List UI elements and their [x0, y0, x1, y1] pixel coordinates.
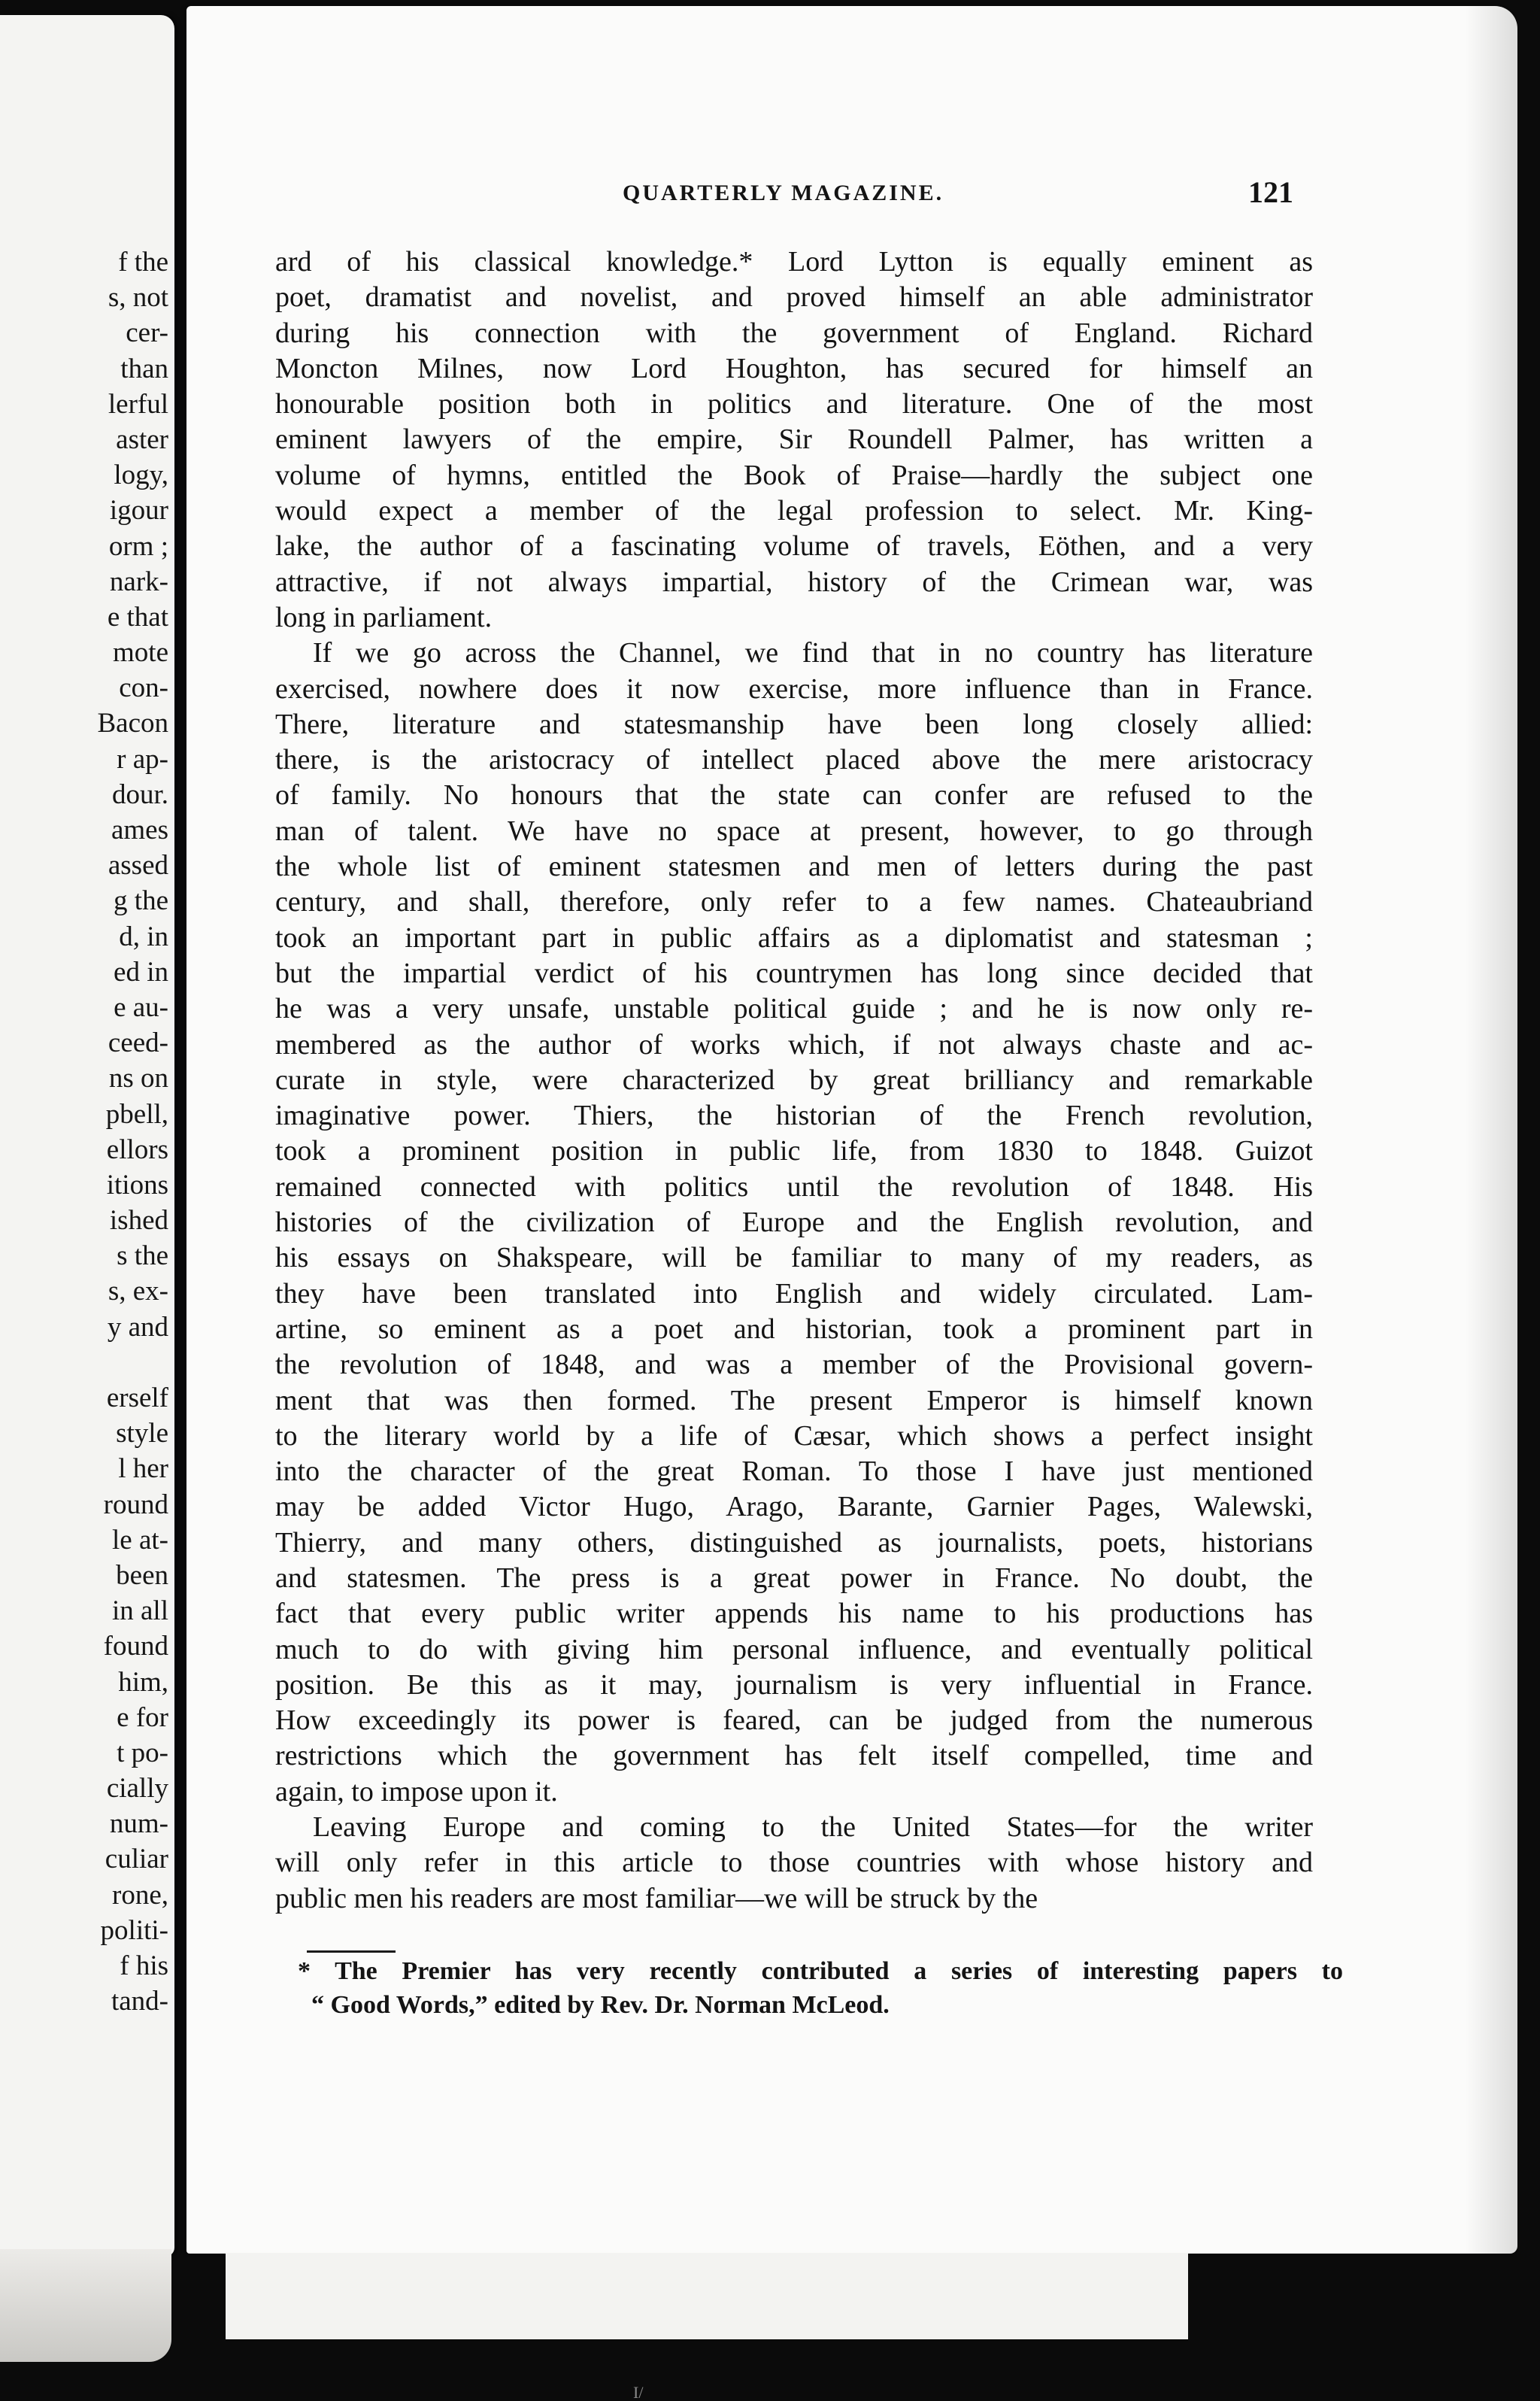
text-line: he was a very unsafe, unstable political guide ; and he is now only re- — [275, 993, 1313, 1025]
text-line: and statesmen. The press is a great power in France. No doubt, the — [275, 1562, 1313, 1594]
left-fragment-line: ames — [111, 815, 168, 845]
text-line: If we go across the Channel, we find that in no country has literature — [313, 637, 1313, 669]
page-number: 121 — [1248, 175, 1293, 209]
left-fragment-line: aster — [116, 423, 168, 455]
text-line: ment that was then formed. The present Emperor is himself known — [275, 1384, 1313, 1416]
left-fragment-line: dour. — [111, 779, 168, 810]
left-fragment-line: tand- — [111, 1986, 168, 2017]
left-fragment-line: culiar — [105, 1844, 168, 1875]
text-line: into the character of the great Roman. To those I have just mentioned — [275, 1455, 1313, 1488]
text-line: Moncton Milnes, now Lord Houghton, has secured for himself an — [275, 352, 1313, 384]
left-fragment-line: assed — [108, 850, 168, 882]
left-fragment-line: politi- — [100, 1914, 168, 1946]
left-fragment-line: rone, — [112, 1879, 168, 1911]
left-fragment-line: s the — [117, 1240, 168, 1272]
text-line: attractive, if not always impartial, history of the Crimean war, was — [275, 566, 1313, 598]
text-line: may be added Victor Hugo, Arago, Barante, Garnier Pages, Walewski, — [275, 1491, 1313, 1523]
text-line: ard of his classical knowledge.* Lord Lytton is equally eminent as — [275, 246, 1313, 278]
text-line: lake, the author of a fascinating volume of travels, Eöthen, and a very — [275, 530, 1313, 563]
left-fragment-line: ed in — [114, 956, 168, 988]
text-line: membered as the author of works which, if not always chaste and ac- — [275, 1028, 1313, 1061]
text-line: will only refer in this article to those countries with whose history and — [275, 1847, 1313, 1879]
text-line: century, and shall, therefore, only refer to a few names. Chateaubriand — [275, 886, 1313, 918]
text-line: curate in style, were characterized by great brilliancy and remarkable — [275, 1064, 1313, 1096]
left-fragment-line: y and — [107, 1311, 168, 1343]
left-fragment-line: con- — [119, 672, 168, 704]
text-line: took an important part in public affairs as a diplomatist and statesman ; — [275, 921, 1313, 954]
left-fragment-line: found — [103, 1631, 168, 1662]
text-line: public men his readers are most familiar—we will be struck by the — [275, 1882, 1038, 1914]
left-fragment-line: cer- — [126, 317, 168, 349]
left-fragment-line: pbell, — [105, 1098, 168, 1130]
left-fragment-line: le at- — [112, 1524, 168, 1556]
text-line: There, literature and statesmanship have been long closely allied: — [275, 708, 1313, 740]
left-fragment-line: style — [116, 1418, 168, 1449]
text-line: imaginative power. Thiers, the historian of the French revolution, — [275, 1100, 1313, 1132]
body-text — [275, 244, 1313, 1917]
text-line: honourable position both in politics and literature. One of the most — [275, 388, 1313, 420]
running-head: QUARTERLY MAGAZINE. — [623, 181, 944, 205]
left-fragment-line: f his — [120, 1950, 168, 1981]
bottom-mark: I/ — [633, 2383, 644, 2401]
text-line: but the impartial verdict of his countrymen has long since decided that — [275, 957, 1313, 989]
left-fragment-line: s, not — [108, 282, 168, 314]
text-line: volume of hymns, entitled the Book of Praise—hardly the subject one — [275, 459, 1313, 491]
text-line: during his connection with the government of England. Richard — [275, 317, 1313, 349]
text-line: How exceedingly its power is feared, can be judged from the numerous — [275, 1704, 1313, 1737]
left-fragment-line: num- — [109, 1808, 168, 1840]
left-fragment-line: igour — [109, 495, 168, 527]
footnote-line: * The Premier has very recently contributed a series of interesting papers to — [298, 1957, 1343, 1985]
text-line: again, to impose upon it. — [275, 1775, 558, 1808]
text-line: Leaving Europe and coming to the United States—for the writer — [313, 1811, 1313, 1844]
left-fragment-line: ellors — [106, 1134, 168, 1165]
left-fragment-line: Bacon — [97, 708, 168, 739]
footnote — [298, 1954, 1343, 2022]
underlying-page-strip — [226, 2253, 1188, 2339]
page-edge-shadow — [1465, 6, 1517, 2254]
left-fragment-line — [0, 1345, 168, 1380]
left-page-text-fragments — [0, 244, 168, 2019]
left-fragment-line: e that — [107, 601, 168, 633]
text-line: took a prominent position in public life, from 1830 to 1848. Guizot — [275, 1135, 1313, 1167]
left-fragment-line: itions — [106, 1169, 168, 1200]
left-fragment-line: been — [116, 1559, 168, 1591]
left-fragment-line: round — [103, 1489, 168, 1520]
text-line: long in parliament. — [275, 601, 493, 633]
text-line: remained connected with politics until the revolution of 1848. His — [275, 1170, 1313, 1203]
text-line: there, is the aristocracy of intellect placed above the mere aristocracy — [275, 744, 1313, 776]
left-fragment-line: f the — [118, 247, 168, 278]
text-line: would expect a member of the legal profession to select. Mr. King- — [275, 495, 1313, 527]
text-line: the whole list of eminent statesmen and men of letters during the past — [275, 851, 1313, 883]
footnote-line: “ Good Words,” edited by Rev. Dr. Norman McLeod. — [311, 1991, 890, 2019]
text-line: position. Be this as it may, journalism is very influential in France. — [275, 1668, 1313, 1701]
left-page-curl — [0, 2249, 171, 2362]
left-fragment-line: ceed- — [108, 1027, 168, 1059]
text-line: they have been translated into English and widely circulated. Lam- — [275, 1277, 1313, 1310]
left-fragment-line: e au- — [114, 991, 168, 1023]
text-line: fact that every public writer appends his name to his productions has — [275, 1598, 1313, 1630]
text-line: of family. No honours that the state can confer are refused to the — [275, 779, 1313, 812]
left-fragment-line: mote — [113, 637, 168, 669]
left-fragment-line: e for — [117, 1701, 168, 1733]
text-line: poet, dramatist and novelist, and proved himself an able administrator — [275, 281, 1313, 314]
left-fragment-line: logy, — [114, 460, 168, 491]
text-line: his essays on Shakspeare, will be familiar to many of my readers, as — [275, 1242, 1313, 1274]
left-fragment-line: cially — [106, 1773, 168, 1805]
left-fragment-line: nark- — [109, 566, 168, 597]
text-line: to the literary world by a life of Cæsar, which shows a perfect insight — [275, 1419, 1313, 1452]
text-line: man of talent. We have no space at present, however, to go through — [275, 815, 1313, 847]
text-line: exercised, nowhere does it now exercise, more influence than in France. — [275, 672, 1313, 705]
left-fragment-line: lerful — [108, 388, 168, 420]
left-page — [0, 15, 174, 2257]
left-fragment-line: t po- — [117, 1737, 168, 1768]
text-line: much to do with giving him personal influence, and eventually political — [275, 1633, 1313, 1665]
left-fragment-line: ns on — [108, 1063, 168, 1094]
text-line: histories of the civilization of Europe and the English revolution, and — [275, 1207, 1313, 1239]
left-fragment-line: g the — [114, 885, 168, 917]
text-line: Thierry, and many others, distinguished as journalists, poets, historians — [275, 1526, 1313, 1559]
footnote-rule — [307, 1950, 396, 1953]
left-fragment-line: orm ; — [108, 530, 168, 562]
left-fragment-line: than — [120, 353, 168, 384]
left-fragment-line: s, ex- — [108, 1276, 168, 1307]
left-fragment-line: him, — [118, 1666, 168, 1698]
left-fragment-line: erself — [106, 1383, 168, 1413]
left-fragment-line: r ap- — [117, 743, 168, 775]
left-fragment-line: d, in — [119, 921, 168, 952]
text-line: the revolution of 1848, and was a member of the Provisional govern- — [275, 1349, 1313, 1381]
left-fragment-line: ished — [109, 1205, 168, 1237]
left-fragment-line: l her — [118, 1453, 168, 1485]
left-fragment-line: in all — [111, 1595, 168, 1627]
text-line: eminent lawyers of the empire, Sir Roundell Palmer, has written a — [275, 423, 1313, 456]
text-line: restrictions which the government has felt itself compelled, time and — [275, 1740, 1313, 1772]
text-line: artine, so eminent as a poet and historian, took a prominent part in — [275, 1313, 1313, 1345]
